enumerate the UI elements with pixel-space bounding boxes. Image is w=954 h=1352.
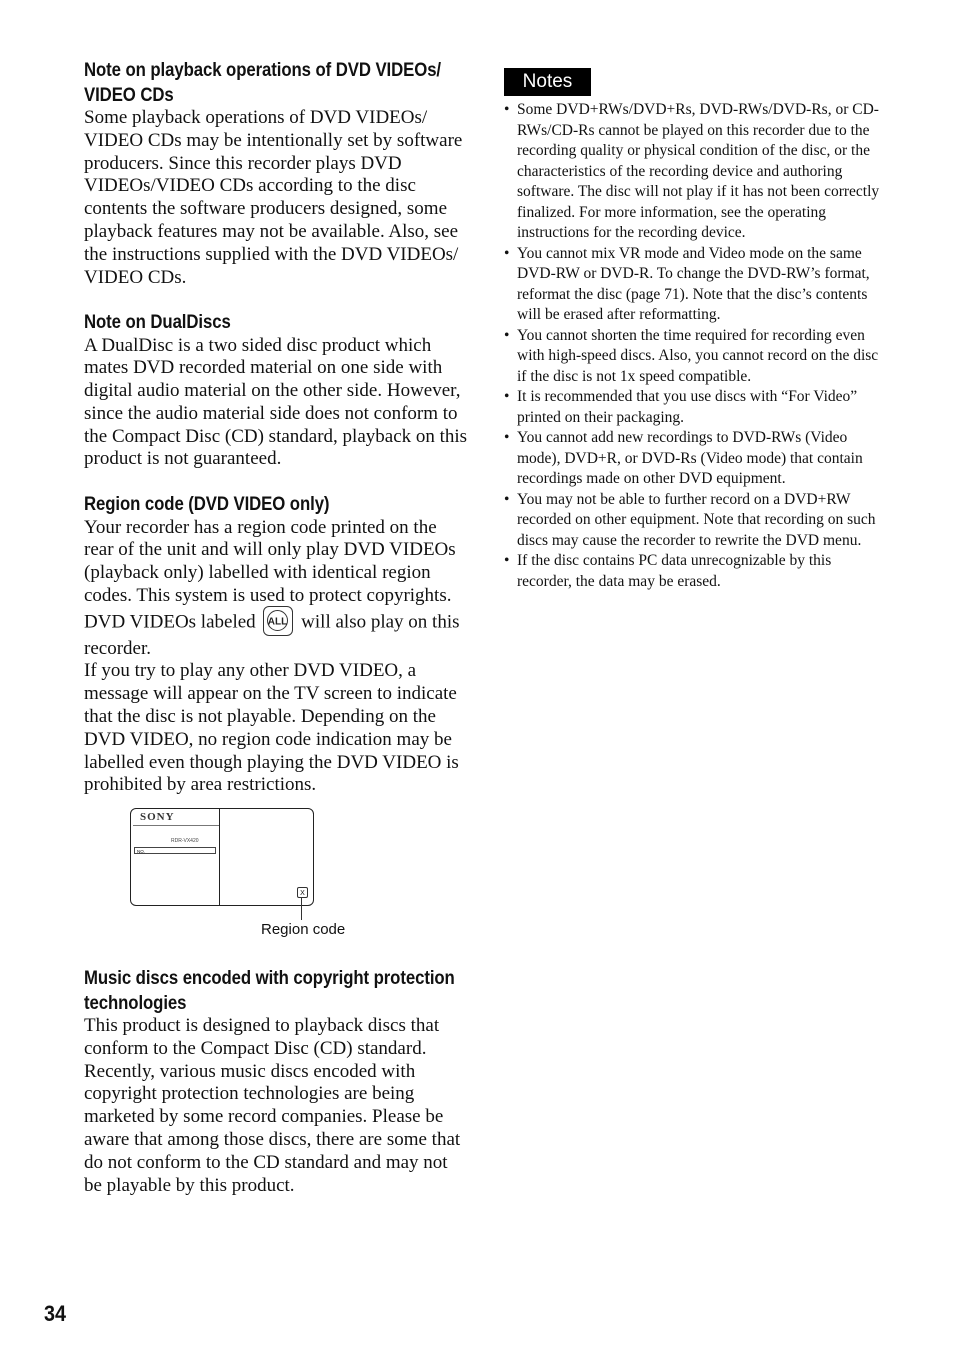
all-region-icon <box>263 606 293 636</box>
notes-list <box>504 100 888 592</box>
section-region-code <box>84 492 468 797</box>
text-region-code-1 <box>84 517 468 661</box>
section-dualdiscs <box>84 310 468 471</box>
text-dualdiscs: A DualDisc is a two sided disc product which mates DVD recorded material on one side with digital audio material on the other side. However, since the audio material side does not conform to the Compact Disc (CD) standard, playback on this product is not guaranteed. <box>84 334 468 470</box>
note-item: • You may not be able to further record on a DVD+RW recorded on other equipment. Note that recording on such discs may cause the recorder to rewrite the DVD menu. <box>504 490 888 552</box>
note-item: • You cannot add new recordings to DVD-RWs (Video mode), DVD+R, or DVD-Rs (Video mode) that contain recordings made on other DVD equipment. <box>504 428 888 490</box>
text-region-code-1a: Your recorder has a region code printed on the rear of the unit and will only play DVD VIDEOs (playback only) labelled with identical region codes. This system is used to protect copyrights. DVD VIDEOs labeled <box>84 516 456 633</box>
section-music-discs <box>84 966 468 1197</box>
serial-number-box: NO. <box>134 847 216 854</box>
rear-panel-diagram <box>130 808 314 906</box>
note-item: • If the disc contains PC data unrecognizable by this recorder, the data may be erased. <box>504 551 888 592</box>
text-playback-operations: Some playback operations of DVD VIDEOs/ VIDEO CDs may be intentionally set by software producers. Since this recorder plays DVD VIDEOs/VIDEO CDs according to the disc contents the software producers designed, some playback features may not be available. Also, see the instructions supplied with the DVD VIDEOs/ VIDEO CDs. <box>84 107 463 288</box>
note-item: • It is recommended that you use discs with “For Video” printed on their packaging. <box>504 387 888 428</box>
section-playback-operations <box>84 58 468 289</box>
text-music-discs: This product is designed to playback discs that conform to the Compact Disc (CD) standard. Recently, various music discs encoded with copyright protection technologies are being marketed by some record companies. Please be aware that among those discs, there are some that do not conform to the CD standard and may not be playable by this product. <box>84 1015 461 1196</box>
heading-dualdiscs: Note on DualDiscs <box>84 311 231 333</box>
heading-music-discs: Music discs encoded with copyright protection technologies <box>84 967 455 1014</box>
diagram-rule <box>133 825 219 826</box>
page-number: 34 <box>44 1301 67 1326</box>
notes-badge: Notes <box>504 68 591 96</box>
note-item: • You cannot mix VR mode and Video mode on the same DVD-RW or DVD-R. To change the DVD-RW’s format, reformat the disc (page 71). Note that the disc’s contents will be erased after reformatting. <box>504 244 888 326</box>
note-item: • Some DVD+RWs/DVD+Rs, DVD-RWs/DVD-Rs, or CD-RWs/CD-Rs cannot be played on this recorder due to the recording quality or physical condition of the disc, or the characteristics of the recording device and authoring software. The disc will not play if it has not been correctly finalized. For more information, see the operating instructions for the recording device. <box>504 100 888 244</box>
heading-region-code: Region code (DVD VIDEO only) <box>84 493 330 515</box>
sony-logo: SONY <box>140 811 175 823</box>
text-region-code-1b: will also play on this recorder. <box>84 611 460 659</box>
model-number: RDR-VX420 <box>171 838 199 844</box>
text-region-code-2: If you try to play any other DVD VIDEO, a message will appear on the TV screen to indicate that the disc is not playable. Depending on the DVD VIDEO, no region code indication may be labelled even though playing the DVD VIDEO is prohibited by area restrictions. <box>84 660 459 796</box>
region-code-callout: Region code <box>261 921 346 938</box>
callout-line <box>301 898 302 920</box>
diagram-divider <box>219 809 220 905</box>
all-mark-text: ALL <box>268 616 288 628</box>
heading-playback-operations: Note on playback operations of DVD VIDEOs/ VIDEO CDs <box>84 59 442 106</box>
region-code-mark: X <box>297 887 308 898</box>
note-item: • You cannot shorten the time required for recording even with high-speed discs. Also, you cannot record on the disc if the disc is not 1x speed compatible. <box>504 326 888 388</box>
